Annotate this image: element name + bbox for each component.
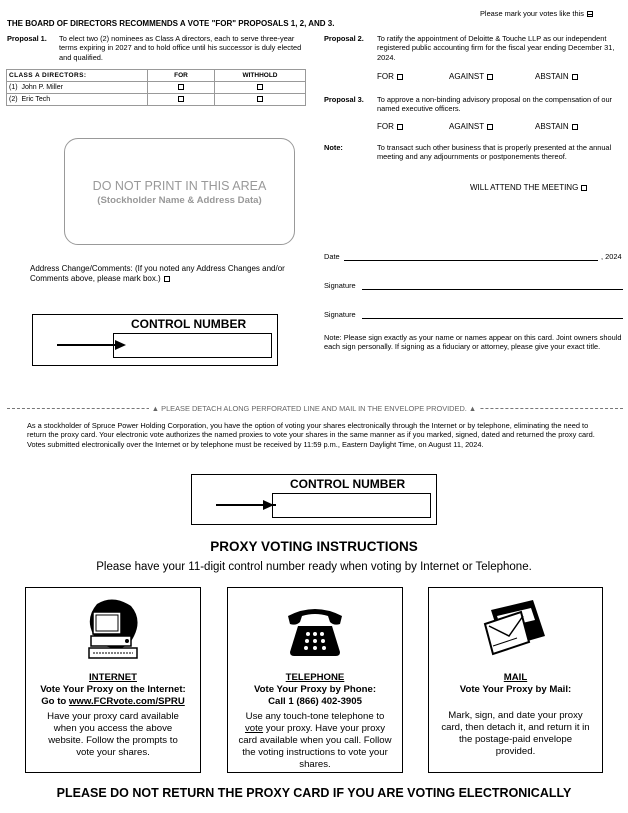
mail-title: MAIL: [503, 672, 528, 683]
proposal-2-text: To ratify the appointment of Deloitte & Touche LLP as our independent registered public accounting firm for the fiscal year ending December 31, 2024.: [377, 34, 615, 62]
proposal-2-against-checkbox[interactable]: [487, 74, 493, 80]
detach-instruction: ▲ PLEASE DETACH ALONG PERFORATED LINE AND MAIL IN THE ENVELOPE PROVIDED. ▲: [0, 404, 628, 413]
director-2-withhold-checkbox[interactable]: [257, 96, 263, 102]
address-change-checkbox[interactable]: [164, 276, 170, 282]
date-label: Date: [324, 252, 340, 261]
mail-icon: [483, 596, 549, 658]
directors-table: [6, 69, 306, 106]
director-name: John P. Miller: [21, 84, 63, 91]
proposal-3-abstain-checkbox[interactable]: [572, 124, 578, 130]
internet-description: Have your proxy card available when you access the above website. Follow the prompts to vote your shares.: [47, 711, 179, 758]
control-number-label: CONTROL NUMBER: [131, 317, 247, 331]
director-1-for-checkbox[interactable]: [178, 84, 184, 90]
table-row: (2) Eric Tech: [7, 94, 306, 106]
proposal-2-for-checkbox[interactable]: [397, 74, 403, 80]
telephone-icon: [284, 600, 346, 660]
internet-url-link[interactable]: www.FCRvote.com/SPRU: [68, 696, 185, 707]
attend-meeting: WILL ATTEND THE MEETING: [470, 183, 587, 193]
board-recommendation: THE BOARD OF DIRECTORS RECOMMENDS A VOTE "FOR" PROPOSALS 1, 2, AND 3.: [7, 19, 335, 28]
mail-voting-box: [428, 587, 603, 773]
proposal-3-against: AGAINST: [449, 122, 493, 132]
date-year: , 2024: [601, 252, 622, 261]
date-line[interactable]: [344, 260, 598, 261]
signature-line-1[interactable]: [362, 289, 623, 290]
control-number-field[interactable]: [113, 333, 272, 358]
proposal-3-against-checkbox[interactable]: [487, 124, 493, 130]
instructions-title: PROXY VOTING INSTRUCTIONS: [210, 539, 418, 554]
telephone-voting-box: [227, 587, 403, 773]
proposal-2-against: AGAINST: [449, 72, 493, 82]
control-number-box: [191, 474, 437, 525]
proposal-2-abstain-checkbox[interactable]: [572, 74, 578, 80]
proposal-3-for-checkbox[interactable]: [397, 124, 403, 130]
proposal-3-label: Proposal 3.: [324, 95, 364, 104]
table-row: (1) John P. Miller: [7, 82, 306, 94]
proposal-1-label: Proposal 1.: [7, 34, 47, 43]
internet-voting-box: [25, 587, 201, 773]
note-label: Note:: [324, 143, 343, 152]
internet-title: INTERNET: [89, 672, 137, 683]
telephone-title: TELEPHONE: [285, 672, 345, 683]
internet-subtitle: Vote Your Proxy on the Internet:: [40, 684, 186, 695]
signature-line-2[interactable]: [362, 318, 623, 319]
telephone-subtitle: Vote Your Proxy by Phone:: [253, 684, 377, 695]
proposal-3-text: To approve a non-binding advisory proposal on the compensation of our named executive officers.: [377, 95, 613, 114]
example-mark-icon: [587, 11, 593, 17]
telephone-description: Use any touch-tone telephone to vote your proxy. Have your proxy card available when you call. Follow the voting instructions to vote your shares.: [238, 711, 392, 770]
stockholder-paragraph: As a stockholder of Spruce Power Holding Corporation, you have the option of voting your shares electronically through the Internet or by telephone, eliminating the need to return the proxy card. Your electronic vote authorizes the named proxies to vote your shares in the same manner as if you marked, signed, dated and returned the proxy card. Votes submitted electronically over the Internet or by telephone must be received by 11:59 p.m., Eastern Daylight Time, on August 11, 2024.: [27, 421, 595, 449]
telephone-number[interactable]: Call 1 (866) 402-3905: [268, 696, 362, 707]
instructions-subtitle: Please have your 11-digit control number ready when voting by Internet or Telephone.: [96, 561, 532, 573]
address-change: Address Change/Comments: (If you noted any Address Changes and/or Comments above, please mark box.): [30, 264, 285, 283]
control-number-field[interactable]: [272, 493, 431, 518]
footer-warning: PLEASE DO NOT RETURN THE PROXY CARD IF YOU ARE VOTING ELECTRONICALLY: [56, 786, 572, 800]
proposal-3-abstain: ABSTAIN: [535, 122, 578, 132]
note-text: To transact such other business that is properly presented at the annual meeting and any adjournments or postponements thereof.: [377, 143, 612, 162]
director-1-withhold-checkbox[interactable]: [257, 84, 263, 90]
control-number-label: CONTROL NUMBER: [290, 477, 406, 491]
director-2-for-checkbox[interactable]: [178, 96, 184, 102]
stockholder-address-area: DO NOT PRINT IN THIS AREA (Stockholder Name & Address Data): [64, 138, 295, 245]
computer-icon: [83, 598, 143, 664]
mail-subtitle: Vote Your Proxy by Mail:: [459, 684, 572, 695]
arrow-icon: [57, 344, 117, 346]
director-name: Eric Tech: [21, 96, 51, 103]
proposal-2-for: FOR: [377, 72, 403, 82]
signature-label-2: Signature: [324, 310, 356, 319]
control-number-box: [32, 314, 278, 366]
attend-meeting-checkbox[interactable]: [581, 185, 587, 191]
proposal-3-for: FOR: [377, 122, 403, 132]
internet-url-line: Go to www.FCRvote.com/SPRU: [41, 696, 185, 707]
proposal-2-abstain: ABSTAIN: [535, 72, 578, 82]
signing-note: Note: Please sign exactly as your name or names appear on this card. Joint owners should each sign personally. If signing as a fiduciary or attorney, please give your exact title.: [324, 333, 622, 352]
mail-description: Mark, sign, and date your proxy card, then detach it, and return it in the postage-paid envelope provided.: [441, 710, 590, 757]
signature-label-1: Signature: [324, 281, 356, 290]
directors-table-header: CLASS A DIRECTORS: FOR WITHHOLD: [7, 70, 306, 82]
proposal-1-text: To elect two (2) nominees as Class A directors, each to serve three-year terms expiring in 2027 and to hold office until his successor is duly elected and qualified.: [59, 34, 302, 62]
proposal-2-label: Proposal 2.: [324, 34, 364, 43]
mark-votes-instruction: Please mark your votes like this: [480, 9, 593, 18]
